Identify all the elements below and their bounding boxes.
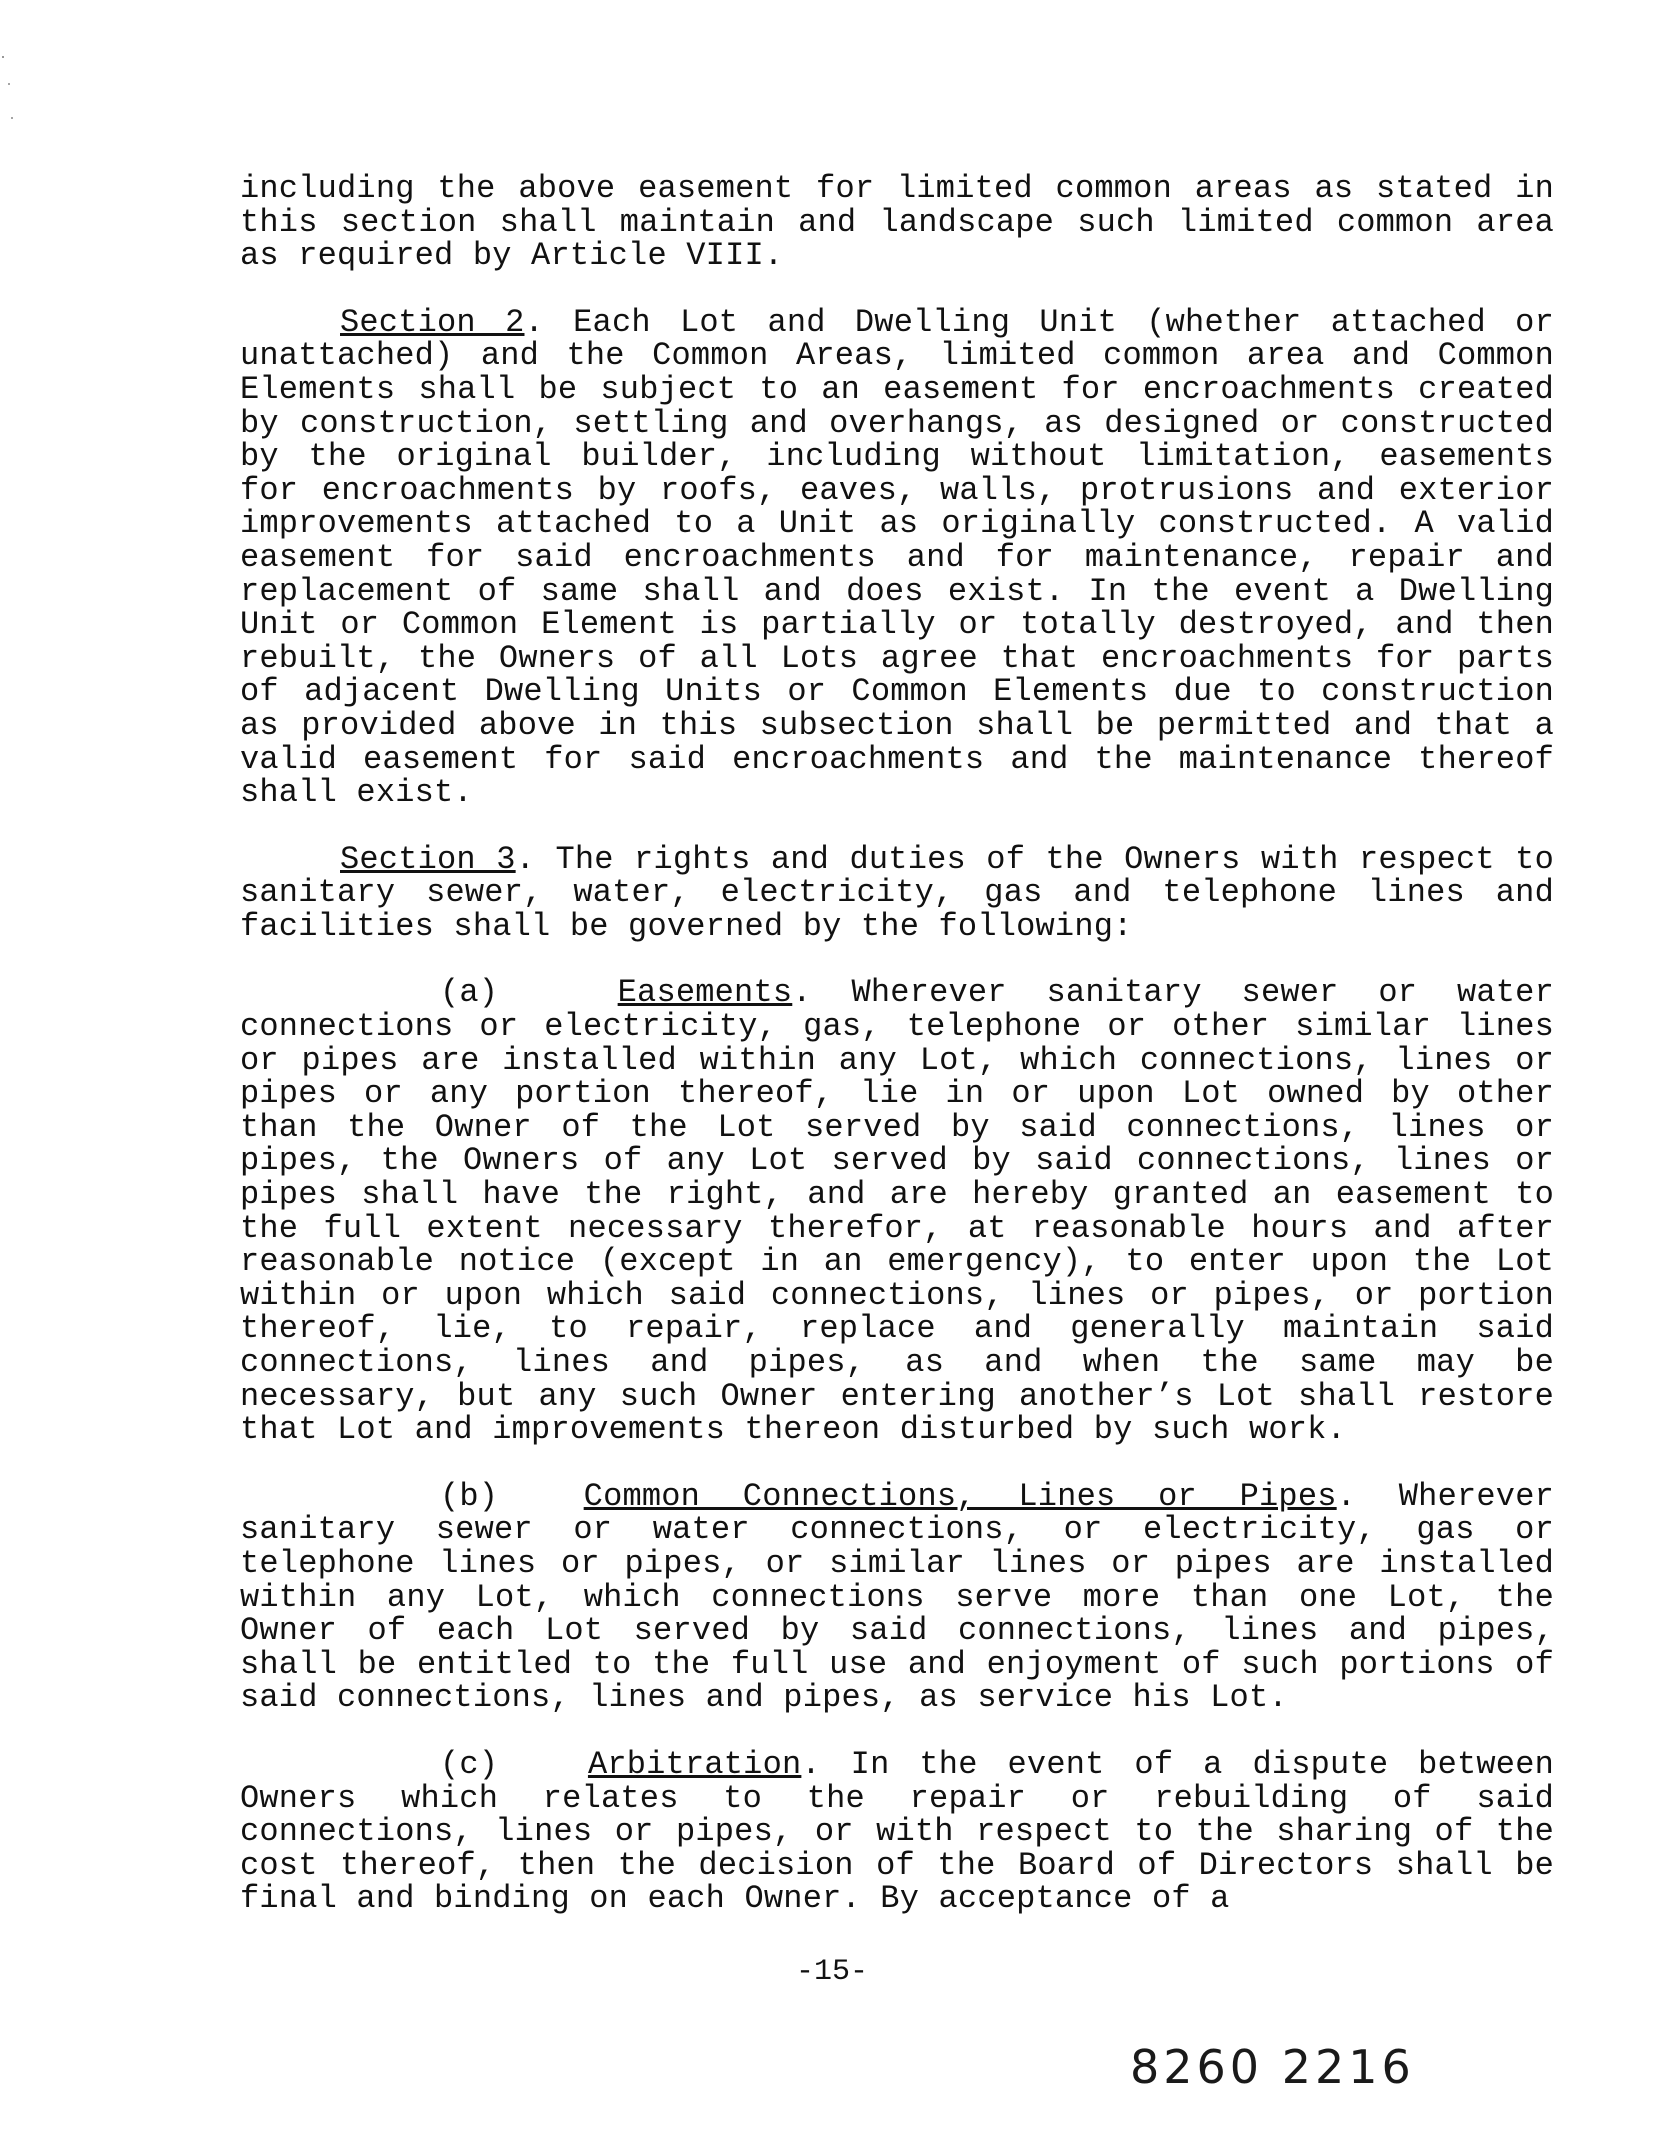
subsection-c-label: (c) <box>440 1745 499 1783</box>
subsection-b-label: (b) <box>440 1477 499 1515</box>
subsection-b-text: . Wherever sanitary sewer or water connections, or electricity, gas or telephone lines or pipes, or similar lines or pipes are installed within any Lot, which connections serve more than one Lot, the Owner of each Lot served by said connections, lines and pipes, shall be entitled to the full use and enjoyment of such portions of said connections, lines and pipes, as service his Lot. <box>240 1477 1555 1717</box>
subsection-c-paragraph <box>240 1745 1554 1918</box>
page-number: -15- <box>795 1955 868 1989</box>
section-3-text: . The rights and duties of the Owners with respect to sanitary sewer, water, electricity, gas and telephone lines and facilities shall be governed by the following: <box>240 840 1554 945</box>
subsection-a-label: (a) <box>440 974 499 1012</box>
section-2-text: . Each Lot and Dwelling Unit (whether attached or unattached) and the Common Areas, limited common area and Common Elements shall be subject to an easement for encroachments created by construction, settling and overhangs, as designed or constructed by the original builder, including without limitation, easements for encroachments by roofs, eaves, walls, protrusions and exterior improvements attached to a Unit as originally constructed. A valid easement for said encroachments and for maintenance, repair and replacement of same shall and does exist. In the event a Dwelling Unit or Common Element is partially or totally destroyed, and then rebuilt, the Owners of all Lots agree that encroachments for parts of adjacent Dwelling Units or Common Elements due to construction as provided above in this subsection shall be permitted and that a valid easement for said encroachments and the maintenance thereof shall exist. <box>240 303 1554 812</box>
subsection-c-text: . In the event of a dispute between Owners which relates to the repair or rebuilding of said connections, lines or pipes, or with respect to the sharing of the cost thereof, then the decision of the Board of Directors shall be final and binding on each Owner. By acceptance of a <box>240 1745 1554 1918</box>
section-3-paragraph <box>240 840 1554 945</box>
paragraph-continuation: including the above easement for limited common areas as stated in this section shall maintain and landscape such limited common area as required by Article VIII. <box>240 170 1554 275</box>
subsection-a-text: . Wherever sanitary sewer or water connections or electricity, gas, telephone or other similar lines or pipes are installed within any Lot, which connections, lines or pipes or any portion thereof, lie in or upon Lot owned by other than the Owner of the Lot served by said connections, lines or pipes, the Owners of any Lot served by said connections, lines or pipes shall have the right, and are hereby granted an easement to the full extent necessary therefor, at reasonable hours and after reasonable notice (except in an emergency), to enter upon the Lot within or upon which said connections, lines or pipes, or portion thereof, lie, to repair, replace and generally maintain said connections, lines and pipes, as and when the same may be necessary, but any such Owner entering another’s Lot shall restore that Lot and improvements thereon disturbed by such work. <box>240 974 1554 1449</box>
scan-specks <box>0 0 20 140</box>
section-2-heading: Section 2 <box>340 303 525 341</box>
section-2-paragraph <box>240 303 1554 812</box>
section-3-heading: Section 3 <box>340 840 516 878</box>
recording-stamp: 8260 2216 <box>1130 2040 1415 2094</box>
subsection-b-heading: Common Connections, Lines or Pipes <box>583 1477 1337 1515</box>
document-page <box>240 172 1554 1949</box>
subsection-b-paragraph <box>240 1477 1555 1717</box>
subsection-a-heading: Easements <box>617 974 793 1012</box>
subsection-a-paragraph <box>240 974 1554 1449</box>
subsection-c-heading: Arbitration <box>587 1745 802 1783</box>
